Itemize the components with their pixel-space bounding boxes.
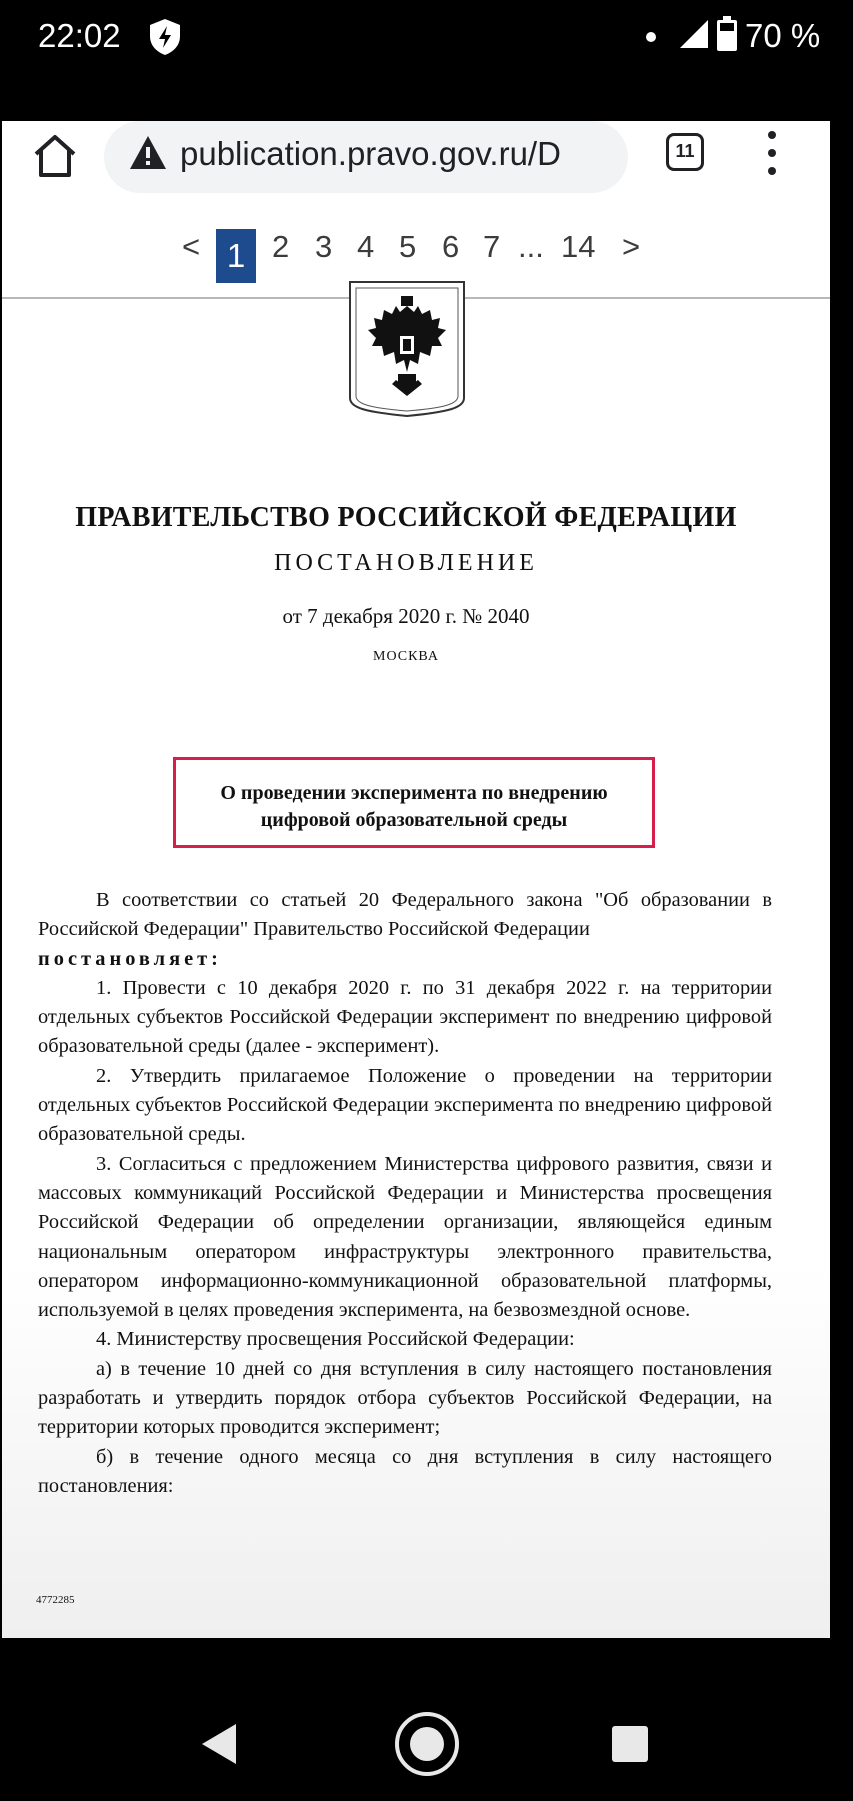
item-3: 3. Согласиться с предложением Министерства цифрового развития, связи и массовых коммуникаций Российской Федерации и Министерства просвещения Российской Федерации об определении организации, являющейся единым национальным оператором инфраструктуры электронного правительства, оператором информационно-коммуникационной образовательной платформы, используемой в целях проведения эксперимента, на безвозмездной основе.	[38, 1152, 772, 1322]
resolves: постановляет:	[38, 947, 222, 970]
government-title: ПРАВИТЕЛЬСТВО РОССИЙСКОЙ ФЕДЕРАЦИИ	[75, 502, 737, 533]
tab-switcher-button[interactable]: 11	[666, 133, 704, 171]
back-icon[interactable]	[200, 1722, 240, 1766]
pagination-page[interactable]: 4	[357, 229, 375, 264]
system-nav-bar	[0, 1640, 853, 1801]
address-bar[interactable]	[104, 121, 628, 193]
item-2: 2. Утвердить прилагаемое Положение о проведении на территории отдельных субъектов Российской Федерации эксперимента по внедрению цифровой образовательной среды.	[38, 1064, 772, 1146]
pagination-page[interactable]: 5	[399, 229, 417, 264]
home-circle-icon[interactable]	[393, 1710, 461, 1778]
pagination-page[interactable]: 2	[272, 229, 290, 264]
document-body	[38, 886, 772, 1501]
document-date: от 7 декабря 2020 г. № 2040	[282, 604, 530, 628]
item-1: 1. Провести с 10 декабря 2020 г. по 31 декабря 2022 г. на территории отдельных субъектов Российской Федерации эксперимент по внедрению цифровой образовательной среды (далее - эксперимент).	[38, 976, 772, 1058]
pagination-page[interactable]: 3	[315, 229, 333, 264]
item-4b: б) в течение одного месяца со дня вступления в силу настоящего постановления:	[38, 1445, 772, 1497]
warning-icon[interactable]	[128, 133, 168, 173]
more-menu-icon[interactable]	[764, 131, 780, 175]
preamble: В соответствии со статьей 20 Федерального закона "Об образовании в Российской Федерации" Правительство Российской Федерации	[38, 889, 772, 941]
pagination-current-page[interactable]: 1	[216, 229, 256, 283]
document-city: МОСКВА	[373, 649, 439, 664]
pagination-page[interactable]: 7	[483, 229, 501, 264]
notification-dot-icon	[646, 32, 656, 42]
battery-icon	[716, 16, 738, 52]
signal-icon	[678, 18, 710, 50]
document-subject	[176, 780, 652, 834]
url-text[interactable]: publication.pravo.gov.ru/D	[180, 135, 561, 172]
pagination-prev[interactable]: <	[182, 229, 201, 264]
subject-line: цифровой образовательной среды	[260, 809, 568, 831]
subject-line: О проведении эксперимента по внедрению	[220, 782, 608, 804]
home-icon[interactable]	[30, 131, 80, 181]
document-type: ПОСТАНОВЛЕНИЕ	[274, 550, 538, 576]
pagination-ellipsis: ...	[518, 229, 544, 264]
pagination-last-page[interactable]: 14	[561, 229, 596, 264]
battery-percent: 70 %	[745, 17, 821, 54]
shield-icon	[148, 18, 182, 56]
recents-icon[interactable]	[612, 1726, 648, 1762]
item-4a: а) в течение 10 дней со дня вступления в силу настоящего постановления разработать и утвердить порядок отбора субъектов Российской Федерации, на территории которых проводится эксперимент;	[38, 1357, 772, 1439]
status-bar	[0, 0, 853, 75]
status-time: 22:02	[38, 17, 121, 54]
coat-of-arms-icon	[348, 280, 466, 418]
browser-toolbar	[2, 121, 830, 209]
document-code: 4772285	[36, 1594, 75, 1606]
pagination-next[interactable]: >	[622, 229, 641, 264]
item-4: 4. Министерству просвещения Российской Федерации:	[96, 1328, 575, 1351]
pagination-page[interactable]: 6	[442, 229, 460, 264]
pagination	[2, 219, 830, 289]
